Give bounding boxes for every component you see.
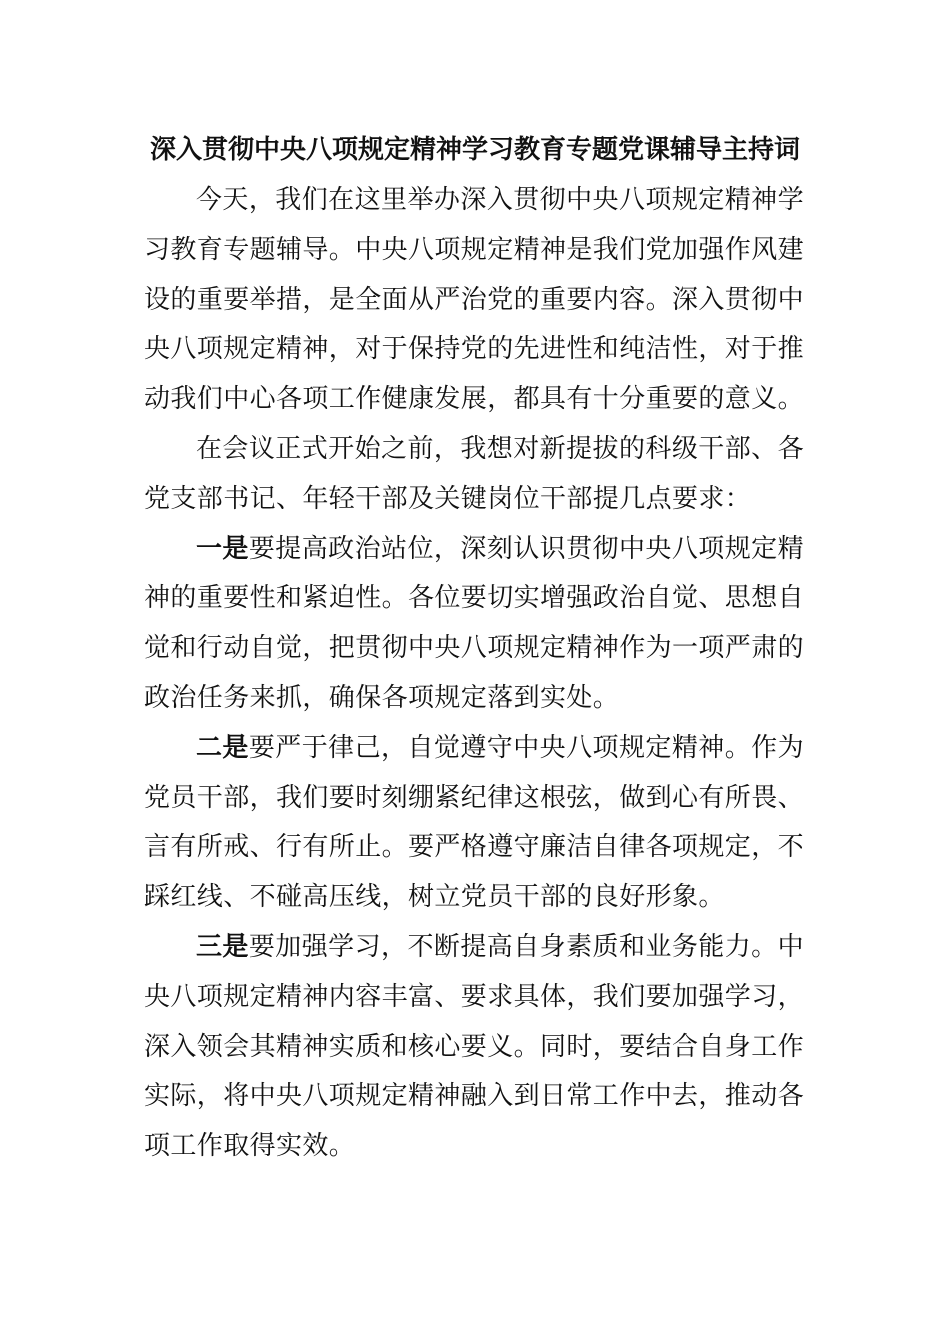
paragraph-point-two — [144, 724, 804, 923]
paragraph-text: 在会议正式开始之前，我想对新提拔的科级干部、各党支部书记、年轻干部及关键岗位干部提几点要求： — [144, 433, 804, 514]
paragraph-point-three — [144, 923, 804, 1172]
paragraph-requirements-intro — [144, 425, 804, 525]
paragraph-text: 今天，我们在这里举办深入贯彻中央八项规定精神学习教育专题辅导。中央八项规定精神是我们党加强作风建设的重要举措，是全面从严治党的重要内容。深入贯彻中央八项规定精神，对于保持党的先进性和纯洁性，对于推动我们中心各项工作健康发展，都具有十分重要的意义。 — [144, 185, 805, 415]
document-title: 深入贯彻中央八项规定精神学习教育专题党课辅导主持词 — [149, 135, 800, 165]
paragraph-lead: 二是 — [196, 732, 249, 763]
paragraph-text: 要严于律己，自觉遵守中央八项规定精神。作为党员干部，我们要时刻绷紧纪律这根弦，做到心有所畏、言有所戒、行有所止。要严格遵守廉洁自律各项规定，不踩红线、不碰高压线，树立党员干部的良好形象。 — [144, 732, 805, 913]
paragraph-text: 要加强学习，不断提高自身素质和业务能力。中央八项规定精神内容丰富、要求具体，我们要加强学习，深入领会其精神实质和核心要义。同时，要结合自身工作实际，将中央八项规定精神融入到日常工作中去，推动各项工作取得实效。 — [144, 931, 805, 1162]
paragraph-point-one — [144, 525, 804, 724]
paragraph-text: 要提高政治站位，深刻认识贯彻中央八项规定精神的重要性和紧迫性。各位要切实增强政治自觉、思想自觉和行动自觉，把贯彻中央八项规定精神作为一项严肃的政治任务来抓，确保各项规定落到实处。 — [144, 533, 805, 713]
document-body — [144, 176, 804, 1172]
paragraph-lead: 三是 — [196, 931, 249, 962]
paragraph-opening — [144, 176, 804, 425]
paragraph-lead: 一是 — [196, 533, 249, 564]
